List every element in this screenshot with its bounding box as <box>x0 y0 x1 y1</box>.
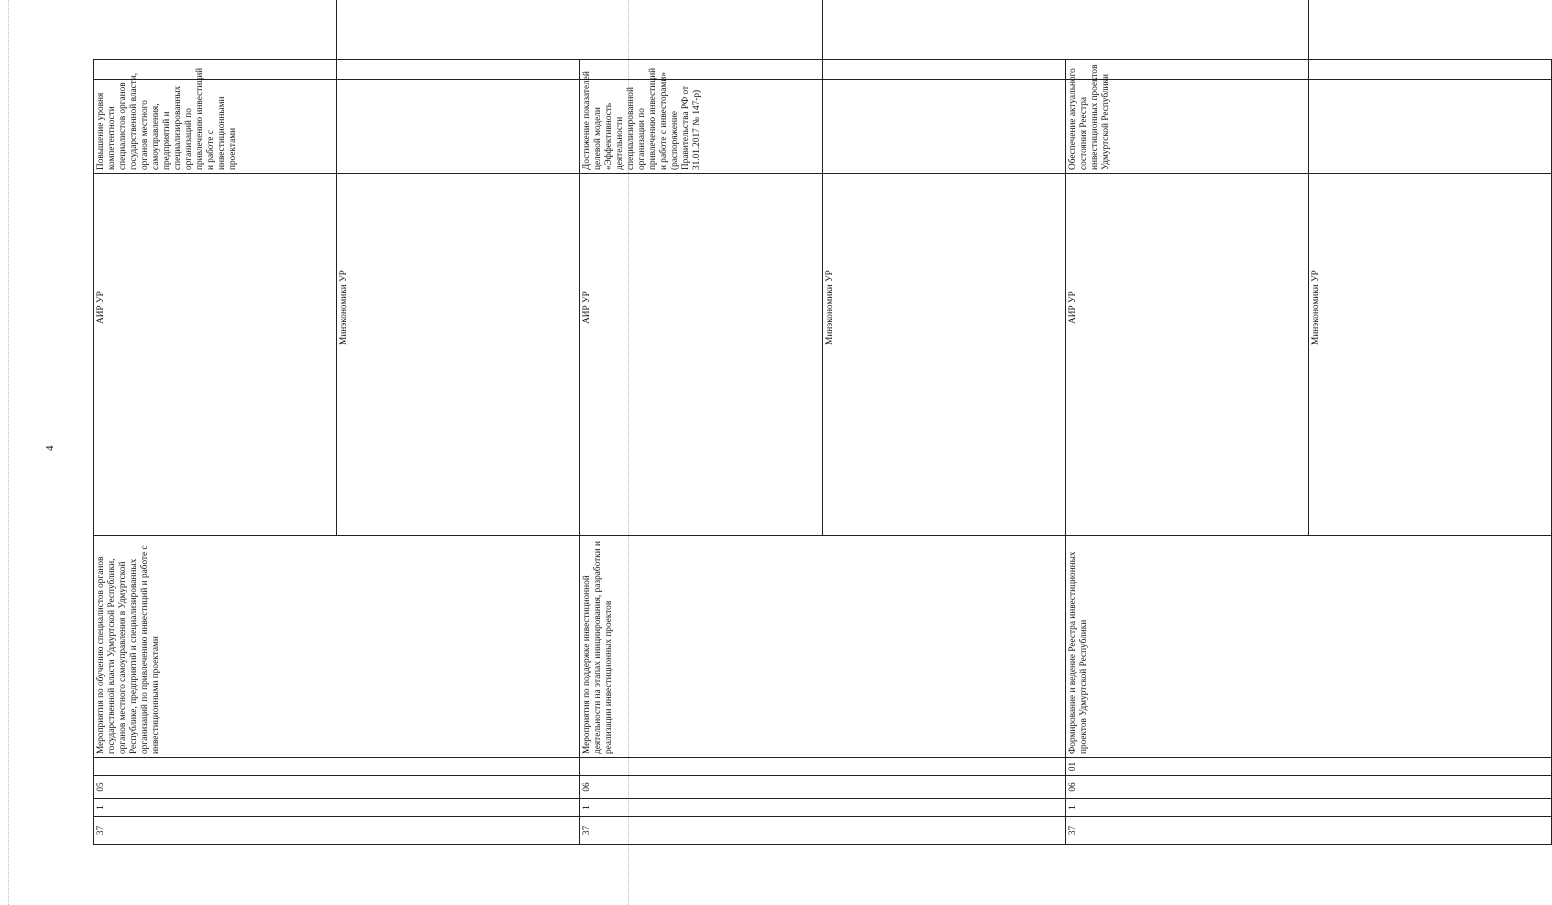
code-om: 06 <box>1066 776 1552 799</box>
expected-result: Обеспечение актуального состояния Реестра инвестиционных проектов Удмуртской Республики <box>1066 60 1552 174</box>
code-om: 05 <box>94 776 580 799</box>
expected-result: Достижение показателей целевой модели «Эффективность деятельности специализированной организации по привлечению инвестиций и работе с инвесторами» (распоряжение Правительства РФ от 31.01.2017 № 147-р) <box>580 60 1066 174</box>
rotated-table-wrapper <box>93 60 1321 845</box>
program-table <box>93 59 1552 845</box>
executors-cell <box>1066 174 1552 536</box>
expected-result: Повышение уровня компетентности специалистов органов государственной власти, органов местного самоуправления, предприятий и специализированных организаций по привлечению инвестиций и работе с инвестиционными проектами <box>94 60 580 174</box>
executor-org: Минэкономики УР <box>337 80 580 535</box>
executor-org: Минэкономики УР <box>823 80 1066 535</box>
table-row <box>580 60 1066 845</box>
code-pp: 1 <box>1066 799 1552 817</box>
code-m <box>580 758 1066 776</box>
table-row <box>1066 60 1552 845</box>
code-m: 01 <box>1066 758 1552 776</box>
executor-org: АИР УР <box>96 291 106 324</box>
executors-cell <box>580 174 1066 536</box>
code-gp: 37 <box>94 817 580 845</box>
executor-org: АИР УР <box>582 291 592 324</box>
measure-name: Мероприятия по поддержке инвестиционной деятельности на этапах инициирования, разработки и реализации инвестиционных проектов <box>580 536 1066 758</box>
code-gp: 37 <box>1066 817 1552 845</box>
measure-name: Формирование и ведение Реестра инвестиционных проектов Удмуртской Республики <box>1066 536 1552 758</box>
code-gp: 37 <box>580 817 1066 845</box>
code-pp: 1 <box>580 799 1066 817</box>
code-pp: 1 <box>94 799 580 817</box>
left-margin-line <box>8 0 10 905</box>
page-number: 4 <box>44 445 56 451</box>
executor-org: Минэкономики УР <box>1309 80 1552 535</box>
measure-name: Мероприятия по обучению специалистов органов государственной власти Удмуртской Республики, органов местного самоуправления в Удмуртской Республике, предприятий и специализированных организаций по привлечению инвестиций и работе с инвестиционными проектами <box>94 536 580 758</box>
executors-cell <box>94 174 580 536</box>
code-m <box>94 758 580 776</box>
table-row <box>94 60 580 845</box>
code-om: 06 <box>580 776 1066 799</box>
executor-org: АИР УР <box>1068 291 1078 324</box>
